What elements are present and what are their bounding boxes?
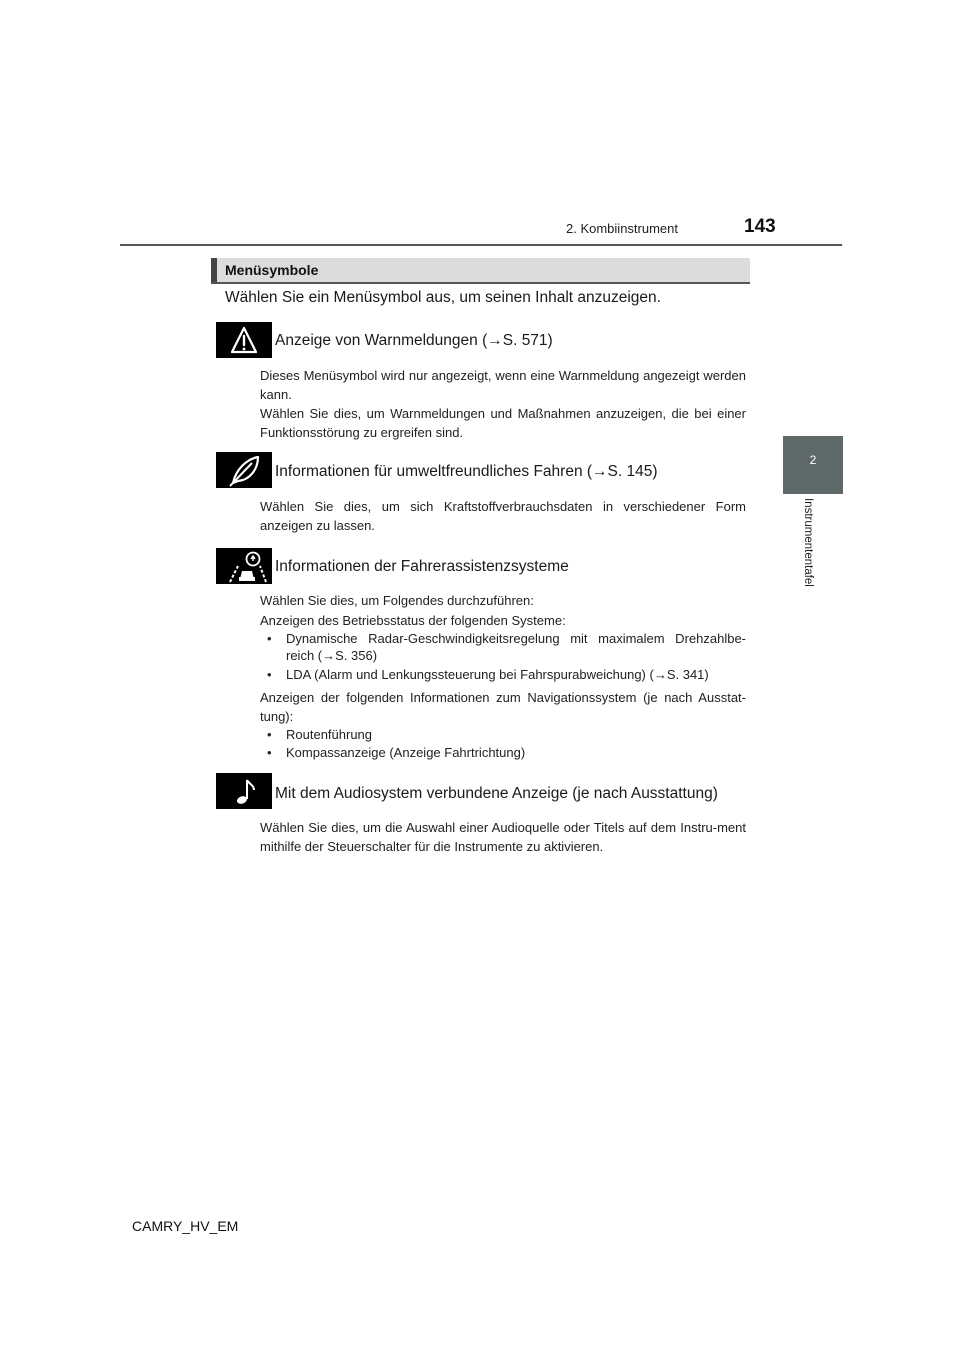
item-text: Wählen Sie dies, um die Auswahl einer Audioquelle oder Titels auf dem Instru-ment mithilfe der Steuerschalter für die Instrumente zu aktivieren. (260, 820, 746, 854)
section-heading (211, 258, 750, 284)
page-number: 143 (744, 216, 776, 237)
bullet-icon: • (267, 631, 272, 646)
item-text: Wählen Sie dies, um Warnmeldungen und Maßnahmen anzuzeigen, die bei einer Funktionsstörung zu ergreifen sind. (260, 406, 746, 440)
item-text: Anzeigen der folgenden Informationen zum Navigationssystem (je nach Ausstat-tung): (260, 690, 746, 724)
list-item: • LDA (Alarm und Lenkungssteuerung bei Fahrspurabweichung) (→S. 341) (267, 667, 709, 682)
item-text: Anzeigen des Betriebsstatus der folgenden Systeme: (260, 613, 566, 628)
document-code: CAMRY_HV_EM (132, 1218, 239, 1234)
eco-leaf-icon (216, 452, 272, 488)
header-divider (120, 244, 842, 246)
item-title-eco: Informationen für umweltfreundliches Fahren (→S. 145) (275, 463, 658, 480)
chapter-tab-label-text: Instrumententafel (802, 498, 814, 587)
music-note-icon (216, 773, 272, 809)
item-text: Dieses Menüsymbol wird nur angezeigt, wenn eine Warnmeldung angezeigt werden kann. (260, 368, 746, 402)
list-item: • Routenführung (267, 727, 373, 742)
chapter-tab-label (802, 498, 822, 608)
warning-triangle-icon (216, 322, 272, 358)
item-title-warnings: Anzeige von Warnmeldungen (→S. 571) (275, 332, 553, 349)
item-text: Wählen Sie dies, um sich Kraftstoffverbrauchsdaten in verschiedener Form anzeigen zu lassen. (260, 499, 746, 533)
section-heading-accent (211, 258, 217, 282)
driver-assist-icon (216, 548, 272, 584)
section-intro: Wählen Sie ein Menüsymbol aus, um seinen Inhalt anzuzeigen. (225, 289, 661, 306)
list-item: • Kompassanzeige (Anzeige Fahrtrichtung) (267, 745, 526, 760)
section-title: Menüsymbole (225, 262, 319, 278)
bullet-icon: • (267, 745, 272, 760)
bullet-icon: • (267, 667, 272, 682)
bullet-icon: • (267, 727, 272, 742)
item-text: Wählen Sie dies, um Folgendes durchzuführen: (260, 593, 534, 608)
item-title-driver-assist: Informationen der Fahrerassistenzsysteme (275, 558, 569, 575)
chapter-title: 2. Kombiinstrument (566, 221, 678, 236)
list-item: • Dynamische Radar-Geschwindigkeitsregelung mit maximalem Drehzahlbe-reich (→S. 356) (267, 631, 746, 663)
item-title-audio: Mit dem Audiosystem verbundene Anzeige (je nach Ausstattung) (275, 785, 718, 802)
chapter-tab-number: 2 (809, 453, 817, 467)
